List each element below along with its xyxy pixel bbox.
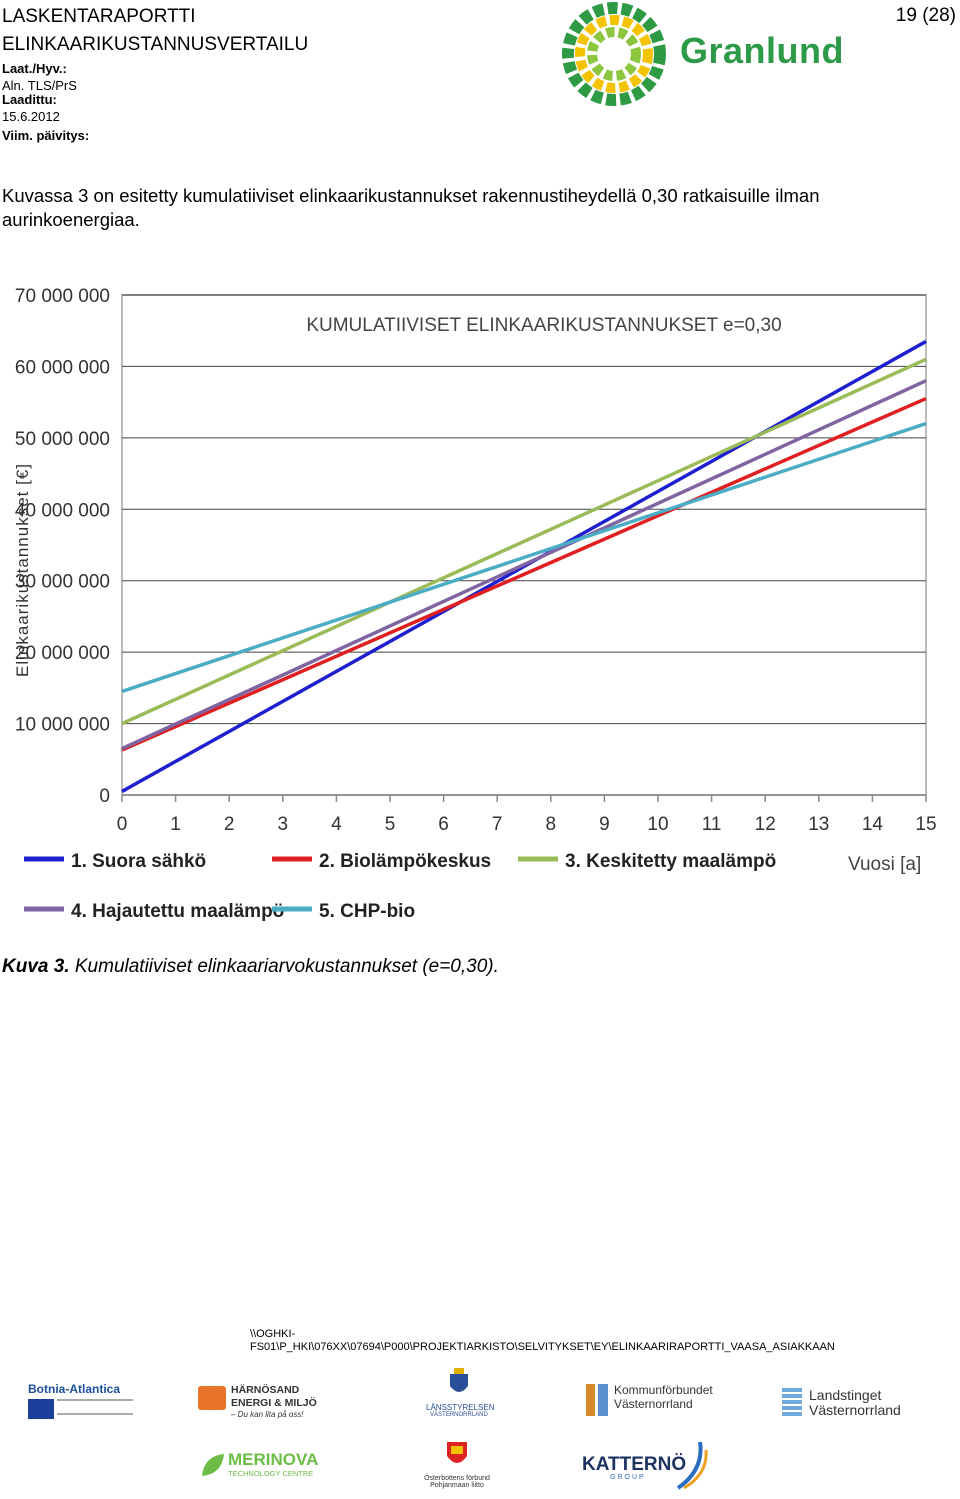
intro-paragraph: Kuvassa 3 on esitetty kumulatiiviset elinkaarikustannukset rakennustiheydellä 0,30 ratkaisuille ilman aurinkoenergiaa. bbox=[2, 185, 820, 230]
cumulative-cost-chart bbox=[0, 270, 960, 950]
legend-label: 1. Suora sähkö bbox=[71, 851, 207, 872]
file-path-line1: \\OGHKI- bbox=[250, 1328, 296, 1340]
x-axis-ticks bbox=[117, 795, 937, 835]
osterbottens-crest-icon bbox=[445, 1440, 469, 1470]
approved-value: Aln. TLS/PrS bbox=[2, 78, 77, 93]
x-tick-label: 12 bbox=[754, 814, 776, 835]
harnosand-mark-icon bbox=[198, 1386, 226, 1410]
y-tick-label: 20 000 000 bbox=[14, 643, 110, 665]
figure-caption bbox=[2, 956, 499, 978]
botnia-atlantica-logo: Botnia-Atlantica bbox=[28, 1382, 133, 1424]
legend-label: 2. Biolämpökeskus bbox=[319, 851, 492, 872]
landstinget-waves-icon bbox=[782, 1388, 802, 1416]
x-tick-label: 0 bbox=[116, 814, 128, 835]
y-tick-label: 60 000 000 bbox=[14, 357, 110, 379]
katterno-swoosh-icon bbox=[674, 1440, 708, 1492]
legend-label: 5. CHP-bio bbox=[319, 901, 416, 922]
updated-label: Viim. päivitys: bbox=[2, 128, 90, 143]
approved-label: Laat./Hyv.: bbox=[2, 61, 67, 76]
y-axis-label: Elinkaarikustannukset [€] bbox=[13, 463, 32, 677]
file-path-line2: FS01\P_HKI\076XX\07694\P000\PROJEKTIARKISTO\SELVITYKSET\EY\ELINKAARIRAPORTTI_VAASA_ASIAKKAAN bbox=[250, 1341, 835, 1353]
x-tick-label: 6 bbox=[438, 814, 449, 835]
x-tick-label: 3 bbox=[277, 814, 289, 835]
legend-label: 4. Hajautettu maalämpö bbox=[71, 901, 285, 922]
x-tick-label: 15 bbox=[915, 814, 937, 835]
y-tick-label: 50 000 000 bbox=[14, 428, 110, 450]
granlund-logo bbox=[562, 2, 862, 106]
x-tick-label: 11 bbox=[701, 814, 722, 835]
y-tick-label: 30 000 000 bbox=[14, 571, 110, 593]
x-tick-label: 14 bbox=[861, 814, 883, 835]
x-tick-label: 13 bbox=[808, 814, 830, 835]
caption-text: Kumulatiiviset elinkaariarvokustannukset (e=0,30). bbox=[74, 956, 499, 977]
created-label: Laadittu: bbox=[2, 92, 57, 107]
y-tick-label: 0 bbox=[99, 786, 110, 807]
x-tick-label: 5 bbox=[384, 814, 396, 835]
page-number: 19 (28) bbox=[895, 5, 956, 26]
osterbottens-forbund-logo: Österbottens förbund Pohjanmaan liitto bbox=[424, 1440, 490, 1489]
x-tick-label: 9 bbox=[599, 814, 610, 835]
plot-area bbox=[122, 295, 926, 795]
y-tick-label: 40 000 000 bbox=[14, 500, 110, 522]
x-axis-label: Vuosi [a] bbox=[848, 854, 922, 875]
x-tick-label: 4 bbox=[331, 814, 342, 835]
x-tick-label: 7 bbox=[491, 814, 503, 835]
lansstyrelsen-crest-icon bbox=[448, 1368, 470, 1398]
x-tick-label: 10 bbox=[647, 814, 669, 835]
file-path bbox=[250, 1328, 835, 1354]
eu-flag-icon bbox=[28, 1399, 54, 1419]
x-tick-label: 8 bbox=[545, 814, 557, 835]
y-tick-label: 70 000 000 bbox=[14, 286, 110, 307]
merinova-leaf-icon bbox=[200, 1452, 226, 1478]
legend-label: 3. Keskitetty maalämpö bbox=[565, 851, 777, 872]
granlund-flower-icon bbox=[562, 2, 666, 106]
created-value: 15.6.2012 bbox=[2, 109, 60, 124]
report-title: LASKENTARAPORTTI bbox=[2, 6, 196, 27]
caption-label: Kuva 3. bbox=[2, 956, 70, 977]
kommunforbundet-bar-icon bbox=[586, 1384, 595, 1416]
chart-title: KUMULATIIVISET ELINKAARIKUSTANNUKSET e=0,30 bbox=[306, 315, 782, 336]
granlund-logo-text: Granlund bbox=[680, 30, 844, 71]
y-tick-label: 10 000 000 bbox=[14, 714, 110, 736]
lansstyrelsen-logo: LÄNSSTYRELSEN VÄSTERNORRLAND bbox=[426, 1368, 492, 1418]
chart-legend bbox=[24, 851, 776, 922]
report-subtitle: ELINKAARIKUSTANNUSVERTAILU bbox=[2, 34, 309, 55]
x-tick-label: 1 bbox=[170, 814, 181, 835]
x-tick-label: 2 bbox=[223, 814, 235, 835]
